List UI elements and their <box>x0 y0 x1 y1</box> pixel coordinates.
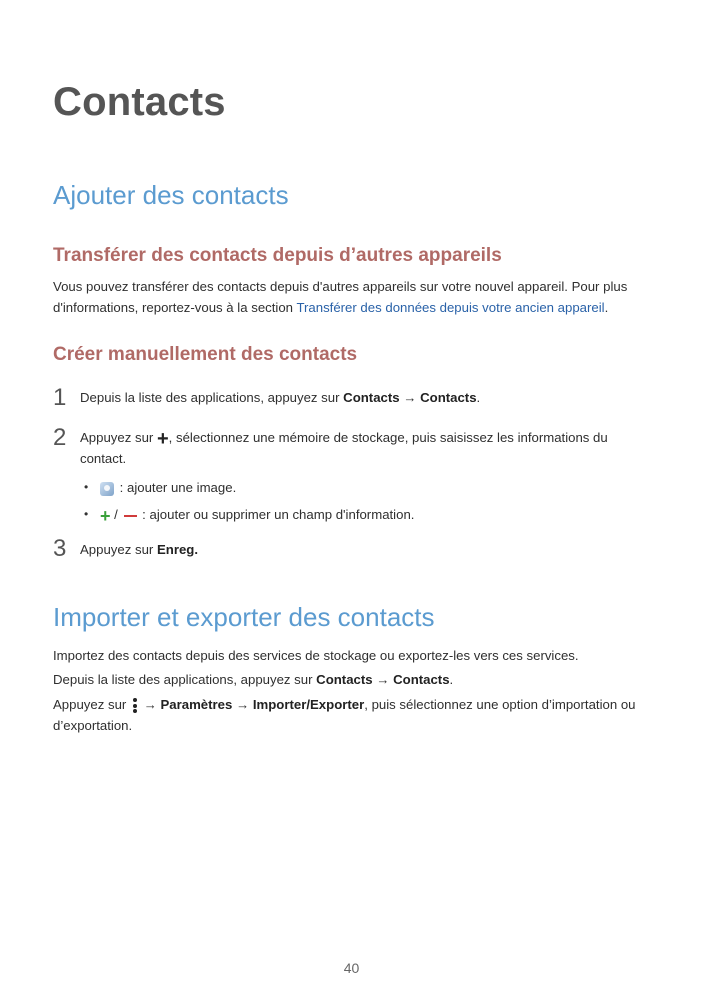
import-line-2 <box>53 669 653 690</box>
section-heading-import: Importer et exporter des contacts <box>53 602 435 632</box>
step-3-text <box>80 539 640 560</box>
step-number-3: 3 <box>53 535 67 562</box>
import-arrow-1: → <box>139 697 161 712</box>
step-1-arrow: → <box>399 390 421 405</box>
transfer-paragraph <box>53 276 653 318</box>
import-line-3-pre: Appuyez sur <box>53 697 130 712</box>
bullet-sep: / <box>110 507 122 522</box>
transfer-text: Vous pouvez transférer des contacts depuis d'autres appareils sur votre nouvel appareil. Pour plus d'informations, reportez-vous à la section <box>53 279 628 315</box>
bullet-dot-1: • <box>84 480 89 494</box>
step-number-1: 1 <box>53 384 67 411</box>
page-title: Contacts <box>53 80 226 124</box>
transfer-link[interactable]: Transférer des données depuis votre ancien appareil <box>296 300 605 315</box>
step-3-pre: Appuyez sur <box>80 542 157 557</box>
step-1-pre: Depuis la liste des applications, appuyez sur <box>80 390 344 405</box>
page-number: 40 <box>343 960 360 976</box>
import-contacts-app: Contacts <box>316 672 373 687</box>
bullet-field <box>100 504 414 525</box>
import-line-3 <box>53 694 653 736</box>
step-1-post: . <box>476 390 481 405</box>
import-line-3-post: , puis sélectionnez une option d’importation ou d’exportation. <box>53 697 636 733</box>
import-export-label: Importer/Exporter <box>252 697 365 712</box>
import-line-1: Importez des contacts depuis des services de stockage ou exportez-les vers ces services. <box>53 648 579 663</box>
import-arrow: → <box>372 672 394 687</box>
bullet-dot-2: • <box>84 507 89 521</box>
section-heading-add: Ajouter des contacts <box>53 180 289 210</box>
image-icon <box>100 482 114 496</box>
step-1-contacts-tab: Contacts <box>420 390 477 405</box>
subheading-manual: Créer manuellement des contacts <box>53 344 358 365</box>
more-options-icon <box>133 698 137 713</box>
step-1-contacts-app: Contacts <box>343 390 400 405</box>
add-field-icon: + <box>100 505 111 526</box>
step-2-post: , sélectionnez une mémoire de stockage, puis saisissez les informations du contact. <box>80 430 608 466</box>
step-2-text <box>80 427 640 469</box>
remove-field-icon <box>124 515 137 517</box>
bullet-image-text: : ajouter une image. <box>116 480 237 495</box>
step-3-save: Enreg. <box>156 542 199 557</box>
import-contacts-tab: Contacts <box>393 672 450 687</box>
import-arrow-2: → <box>232 697 253 712</box>
import-line-2-pre: Depuis la liste des applications, appuyez sur <box>53 672 317 687</box>
settings-label: Paramètres <box>160 697 233 712</box>
step-1-text <box>80 387 640 408</box>
subheading-transfer: Transférer des contacts depuis d’autres appareils <box>53 245 502 266</box>
step-2-pre: Appuyez sur <box>80 430 157 445</box>
step-number-2: 2 <box>53 424 67 451</box>
import-line-2-post: . <box>449 672 454 687</box>
bullet-image <box>100 477 236 498</box>
plus-icon: + <box>156 427 169 450</box>
transfer-text-end: . <box>604 300 609 315</box>
bullet-field-text: : ajouter ou supprimer un champ d'information. <box>138 507 415 522</box>
